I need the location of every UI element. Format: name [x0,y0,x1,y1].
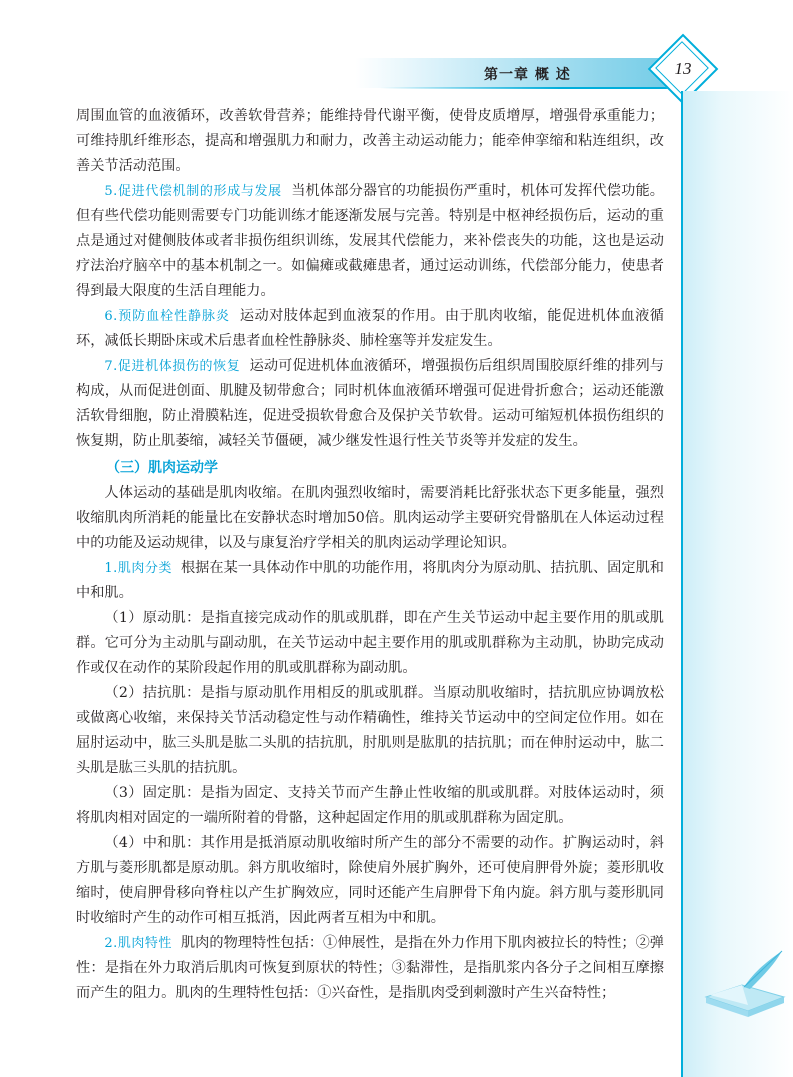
page-number: 13 [674,59,692,78]
section-heading: （三）肌肉运动学 [106,460,218,476]
paragraph-neutralizer: （4）中和肌：其作用是抵消原动肌收缩时所产生的部分不需要的动作。扩胸运动时，斜方肌与菱形肌都是原动肌。斜方肌收缩时，除使肩外展扩胸外，还可使肩胛骨外旋；菱形肌收缩时，使肩胛骨移向脊柱以产生扩胸效应，同时还能产生肩胛骨下角内旋。斜方肌与菱形肌同时收缩时产生的动作可相互抵消，因此两者互相为中和肌。 [76,835,664,926]
book-with-quill-icon [700,945,790,1025]
paragraph-recovery [76,354,664,454]
paragraph-thrombophlebitis [76,304,664,354]
paragraph-muscle-classification [76,556,664,606]
paragraph-text: 肌肉的物理特性包括：①伸展性，是指在外力作用下肌肉被拉长的特性；②弹性：是指在外力取消后肌肉可恢复到原状的特性；③黏滞性，是指肌浆内各分子之间相互摩擦而产生的阻力。肌肉的生理特性包括：①兴奋性，是指肌肉受到刺激时产生兴奋特性； [76,935,664,1001]
paragraph-antagonist: （2）拮抗肌：是指与原动肌作用相反的肌或肌群。当原动肌收缩时，拮抗肌应协调放松或做离心收缩，来保持关节活动稳定性与动作精确性，维持关节运动中的空间定位作用。如在屈肘运动中，肱三头肌是肱二头肌的拮抗肌，肘肌则是肱肌的拮抗肌；而在伸肘运动中，肱二头肌是肱三头肌的拮抗肌。 [76,685,664,776]
subheading-muscle-classification: 1.肌肉分类 [104,561,172,576]
paragraph-text: 根据在某一具体动作中肌的功能作用，将肌肉分为原动肌、拮抗肌、固定肌和中和肌。 [76,560,664,601]
subheading-recovery: 7.促进机体损伤的恢复 [104,359,241,374]
paragraph-text: 运动可促进机体血液循环，增强损伤后组织周围胶原纤维的排列与构成，从而促进创面、肌腱及韧带愈合；同时机体血液循环增强可促进骨折愈合；运动还能激活软骨细胞，防止滑膜粘连，促进受损软骨愈合及保护关节软骨。运动可缩短机体损伤组织的恢复期，防止肌萎缩，减轻关节僵硬，减少继发性退行性关节炎等并发症的发生。 [76,358,664,449]
subheading-muscle-properties: 2.肌肉特性 [104,936,172,951]
paragraph-text: 运动对肢体起到血液泵的作用。由于肌肉收缩，能促进机体血液循环，减低长期卧床或术后患者血栓性静脉炎、肺栓塞等并发症发生。 [76,308,664,349]
side-band [683,91,793,1077]
subheading-thrombophlebitis: 6.预防血栓性静脉炎 [104,309,230,324]
paragraph-agonist: （1）原动肌：是指直接完成动作的肌或肌群，即在产生关节运动中起主要作用的肌或肌群。它可分为主动肌与副动肌，在关节运动中起主要作用的肌或肌群称为主动肌，协助完成动作或仅在动作的某阶段起作用的肌或肌群称为副动肌。 [76,610,664,676]
page-body [76,104,664,1006]
chapter-title: 第一章 概 述 [484,67,571,83]
paragraph-fixator: （3）固定肌：是指为固定、支持关节而产生静止性收缩的肌或肌群。对肢体运动时，须将肌肉相对固定的一端所附着的骨骼，这种起固定作用的肌或肌群称为固定肌。 [76,785,664,826]
paragraph-text: 当机体部分器官的功能损伤严重时，机体可发挥代偿功能。但有些代偿功能则需要专门功能训练才能逐渐发展与完善。特别是中枢神经损伤后，运动的重点是通过对健侧肢体或者非损伤组织训练，发展其代偿能力，来补偿丧失的功能，这也是运动疗法治疗脑卒中的基本机制之一。如偏瘫或截瘫患者，通过运动训练，代偿部分能力，使患者得到最大限度的生活自理能力。 [76,183,664,299]
header-rule [380,87,680,89]
header-band [0,58,683,88]
paragraph-muscle-kinesiology: 人体运动的基础是肌肉收缩。在肌肉强烈收缩时，需要消耗比舒张状态下更多能量，强烈收缩肌肉所消耗的能量比在安静状态时增加50倍。肌肉运动学主要研究骨骼肌在人体运动过程中的功能及运动规律，以及与康复治疗学相关的肌肉运动学理论知识。 [76,485,664,551]
paragraph-muscle-properties [76,931,664,1006]
paragraph-continuation: 周围血管的血液循环，改善软骨营养；能维持骨代谢平衡，使骨皮质增厚，增强骨承重能力；可维持肌纤维形态，提高和增强肌力和耐力，改善主动运动能力；能牵伸挛缩和粘连组织，改善关节活动范围。 [76,108,664,174]
paragraph-compensation [76,179,664,304]
subheading-compensation: 5.促进代偿机制的形成与发展 [104,184,282,199]
